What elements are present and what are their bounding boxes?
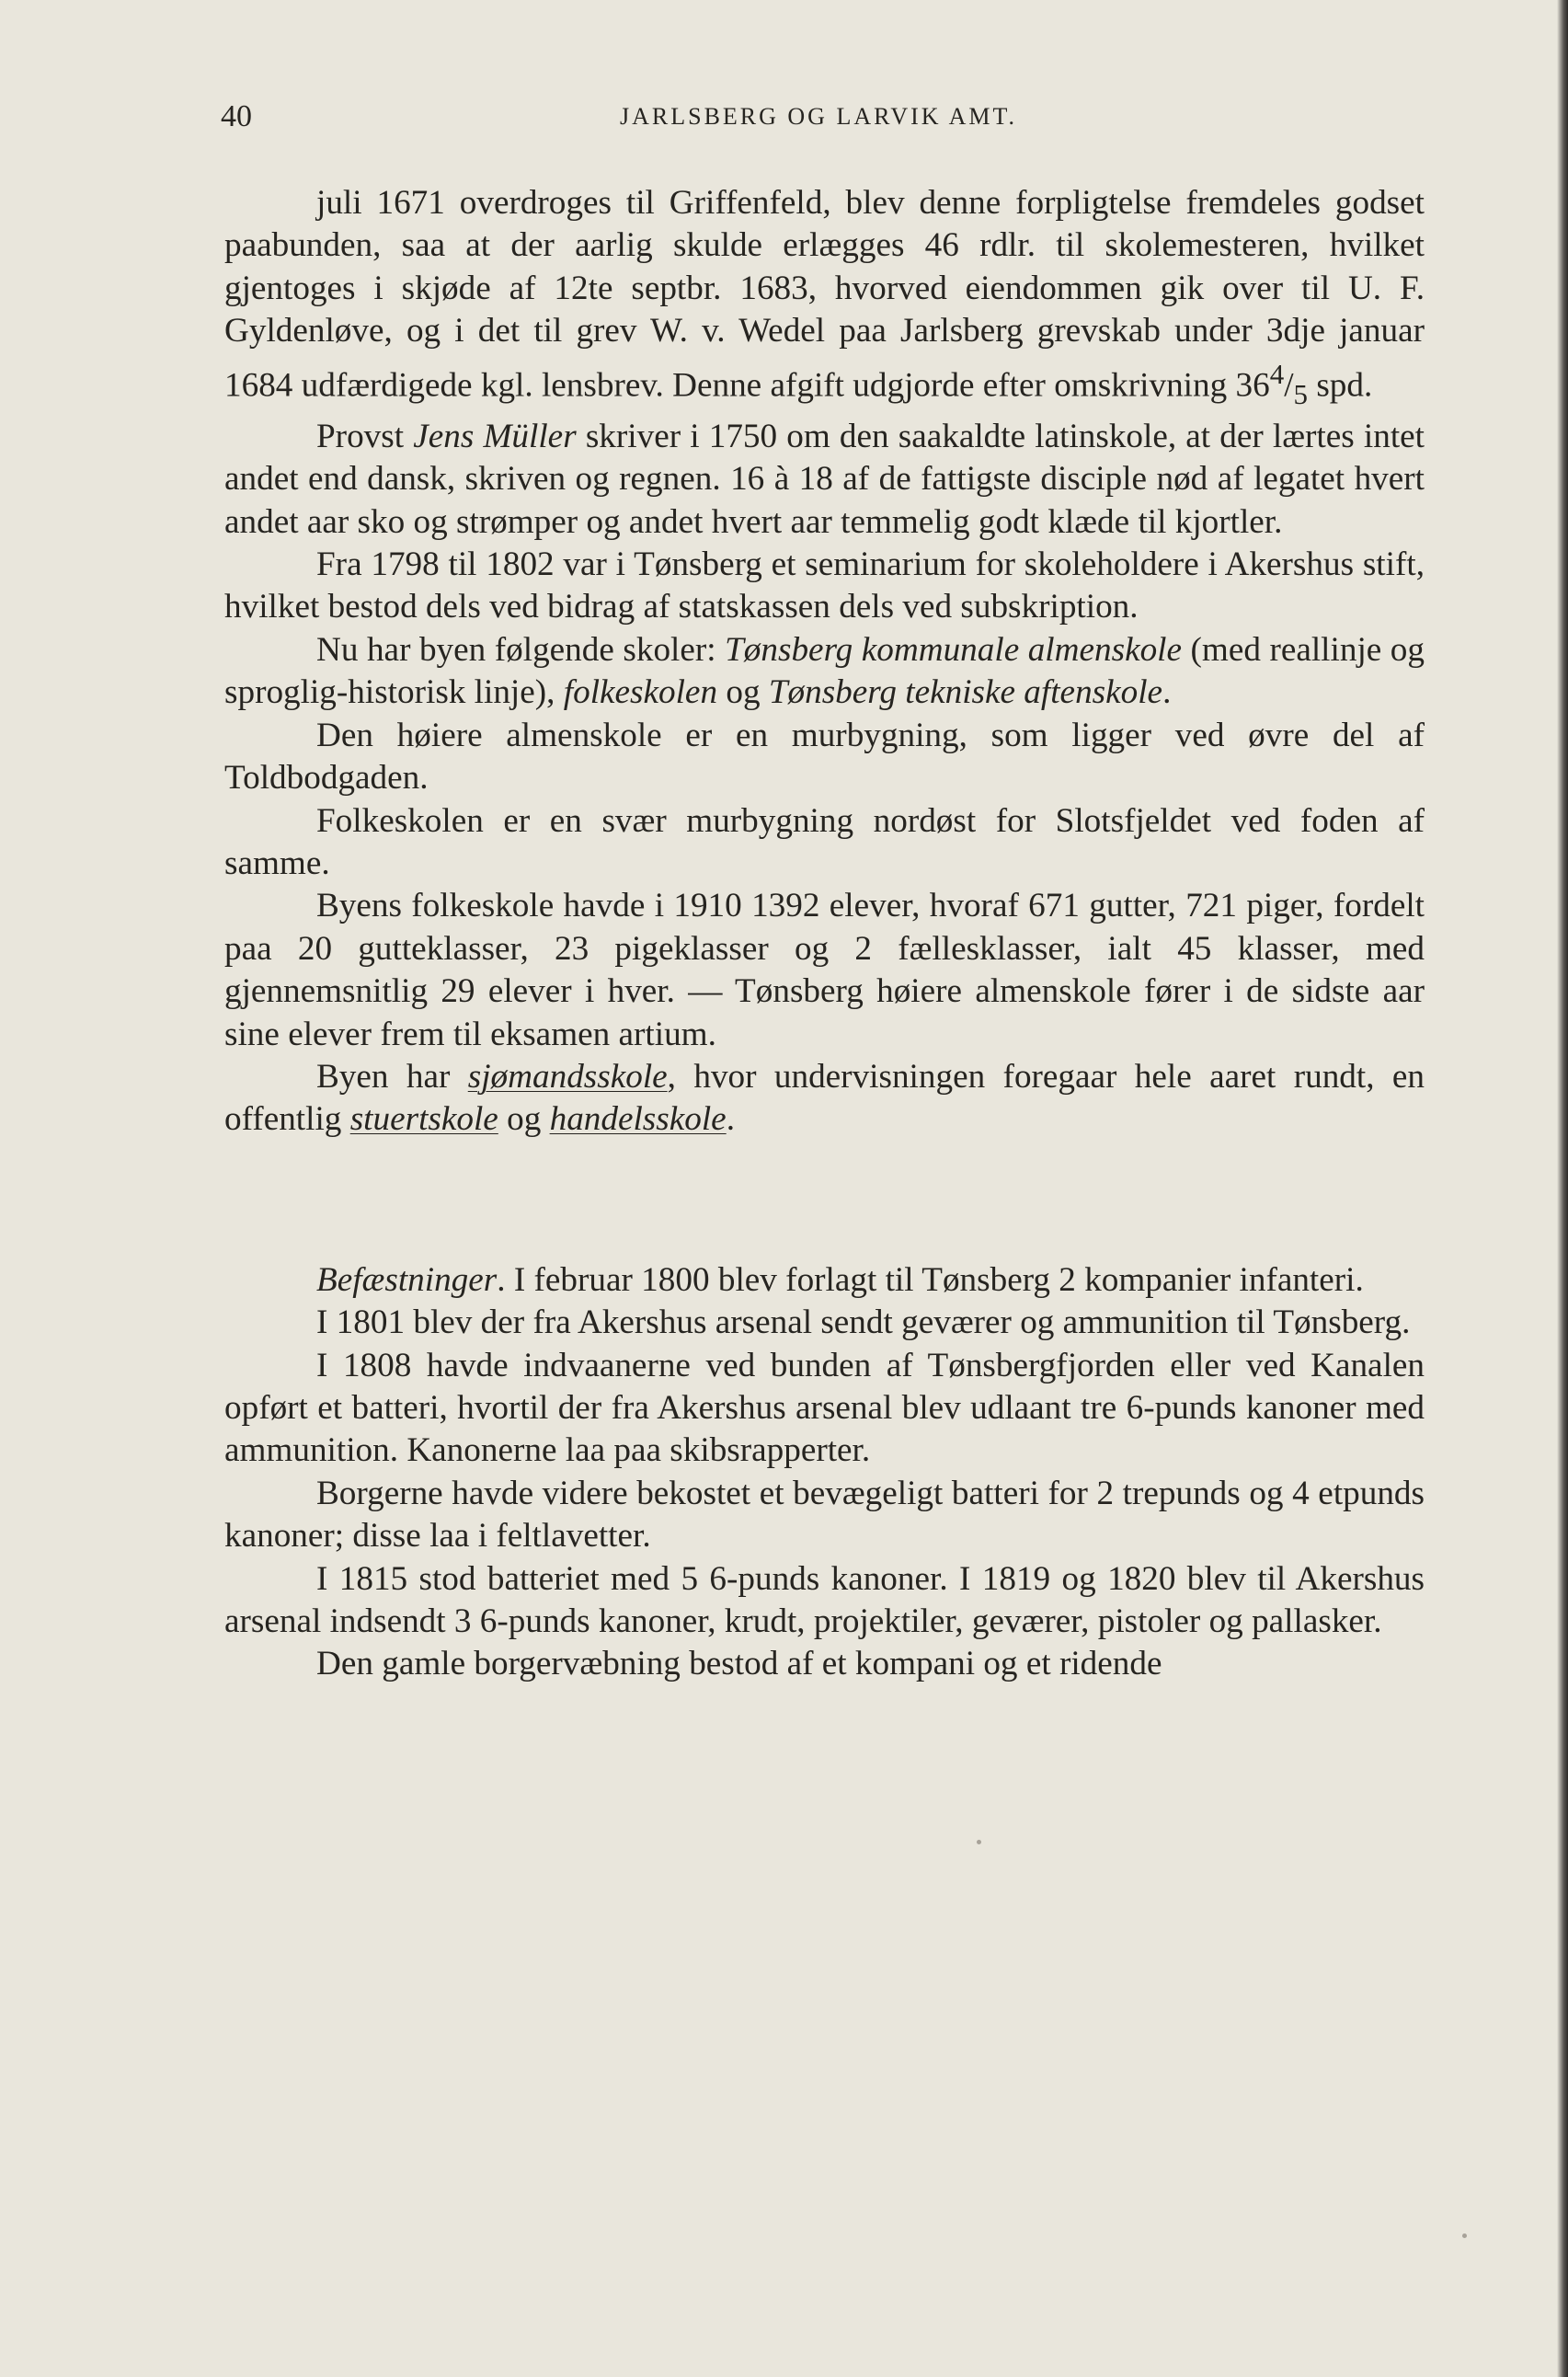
paragraph-p7 xyxy=(224,885,1425,1056)
text-run: Provst xyxy=(316,417,414,455)
italic-term: Tønsberg tekniske aftenskole xyxy=(768,673,1163,712)
text-run: juli 1671 overdroges til Griffenfeld, blev denne forpligtelse fremdeles godset paabunden, saa at der aarlig skulde erlægges 46 rdlr. til skolemesteren, hvilket gjentoges i skjøde af 12te septbr. 1683, hvorved eiendommen gik over til U. F. Gyldenløve, og i det til grev W. v. Wedel paa Jarlsberg grevskab under 3dje januar 1684 udfærdigede kgl. lensbrev. Denne afgift udgjorde efter omskrivning 36 xyxy=(224,184,1425,405)
paper-speck xyxy=(977,1840,981,1844)
italic-term: handelsskole xyxy=(549,1100,727,1139)
text-run: skriver i 1750 om den saakaldte latinskole, at der lærtes intet andet end dansk, skriven og regnen. 16 à 18 af de fattigste disciple nød af legatet hvert andet aar sko og strømper og andet hvert aar temmelig godt klæde til kjortler. xyxy=(224,417,1425,541)
text-run: Fra 1798 til 1802 var i Tønsberg et seminarium for skoleholdere i Akershus stift, hvilket bestod dels ved bidrag af statskassen dels ved subskription. xyxy=(224,545,1425,626)
fraction-part: 4 xyxy=(1269,357,1285,390)
page-number: 40 xyxy=(221,99,252,133)
text-run: I 1801 blev der fra Akershus arsenal sendt geværer og ammunition til Tønsberg. xyxy=(316,1303,1411,1342)
paragraph-p4 xyxy=(224,629,1425,715)
text-run: . xyxy=(726,1100,735,1139)
text-run: I 1808 havde indvaanerne ved bunden af Tønsbergfjorden eller ved Kanalen opført et batteri, hvortil der fra Akershus arsenal blev udlaant tre 6-punds kanoner med ammunition. Kanonerne laa paa skibsrapperter. xyxy=(224,1346,1425,1470)
running-title: JARLSBERG OG LARVIK AMT. xyxy=(619,103,1017,130)
text-run: Byens folkeskole havde i 1910 1392 elever, hvoraf 671 gutter, 721 piger, fordelt paa 20 gutteklasser, 23 pigeklasser og 2 fællesklasser, ialt 45 klasser, med gjennemsnitlig 29 elever i hver. — Tønsberg høiere almenskole fører i de sidste aar sine elever frem til eksamen artium. xyxy=(224,887,1425,1053)
italic-term: Befæstninger xyxy=(316,1260,498,1299)
text-run: / xyxy=(1284,366,1294,405)
italic-term: stuertskole xyxy=(349,1100,498,1139)
text-run: . I februar 1800 blev forlagt til Tønsberg 2 kompanier infanteri. xyxy=(497,1260,1364,1299)
text-run: Borgerne havde videre bekostet et bevægeligt batteri for 2 trepunds og 4 etpunds kanoner; disse laa i feltlavetter. xyxy=(224,1474,1425,1556)
paragraph-p6 xyxy=(224,800,1425,886)
paragraph-p10 xyxy=(224,1302,1425,1344)
text-run: Den gamle borgervæbning bestod af et kompani og et ridende xyxy=(316,1645,1162,1683)
text-run: Den høiere almenskole er en murbygning, som ligger ved øvre del af Toldbodgaden. xyxy=(224,716,1425,798)
paragraph-p3 xyxy=(224,544,1425,629)
body-text xyxy=(224,182,1425,1686)
fraction-part: 5 xyxy=(1293,377,1309,410)
paper-speck xyxy=(1462,2233,1467,2238)
text-run: Nu har byen følgende skoler: xyxy=(316,630,726,669)
text-run: og xyxy=(498,1100,550,1139)
paragraph-p2 xyxy=(224,416,1425,544)
paragraph-p12 xyxy=(224,1473,1425,1558)
text-run: (med reallinje og sproglig-historisk linje), xyxy=(224,630,1425,712)
paragraph-p1 xyxy=(224,182,1425,416)
page-edge-shadow xyxy=(1557,0,1568,2377)
italic-term: Jens Müller xyxy=(413,417,577,455)
text-run: I 1815 stod batteriet med 5 6-punds kanoner. I 1819 og 1820 blev til Akershus arsenal indsendt 3 6-punds kanoner, krudt, projektiler, geværer, pistoler og pallasker. xyxy=(224,1559,1425,1641)
text-run: Byen har xyxy=(316,1057,468,1096)
paragraph-p13 xyxy=(224,1558,1425,1644)
text-run: spd. xyxy=(1308,366,1373,405)
text-run: og xyxy=(717,673,769,712)
italic-term: sjømandsskole xyxy=(467,1057,668,1096)
paragraph-p9 xyxy=(224,1259,1425,1302)
text-run: . xyxy=(1162,673,1172,712)
text-run: , hvor undervisningen foregaar hele aaret rundt, en offentlig xyxy=(224,1057,1425,1139)
italic-term: folkeskolen xyxy=(563,673,718,712)
paragraph-p11 xyxy=(224,1345,1425,1473)
running-head xyxy=(221,99,1416,140)
paragraph-p5 xyxy=(224,715,1425,800)
paragraph-p8 xyxy=(224,1056,1425,1142)
text-run: Folkeskolen er en svær murbygning nordøst for Slotsfjeldet ved foden af samme. xyxy=(224,801,1425,882)
italic-term: Tønsberg kommunale almenskole xyxy=(725,630,1183,669)
paragraph-p14 xyxy=(224,1643,1425,1685)
